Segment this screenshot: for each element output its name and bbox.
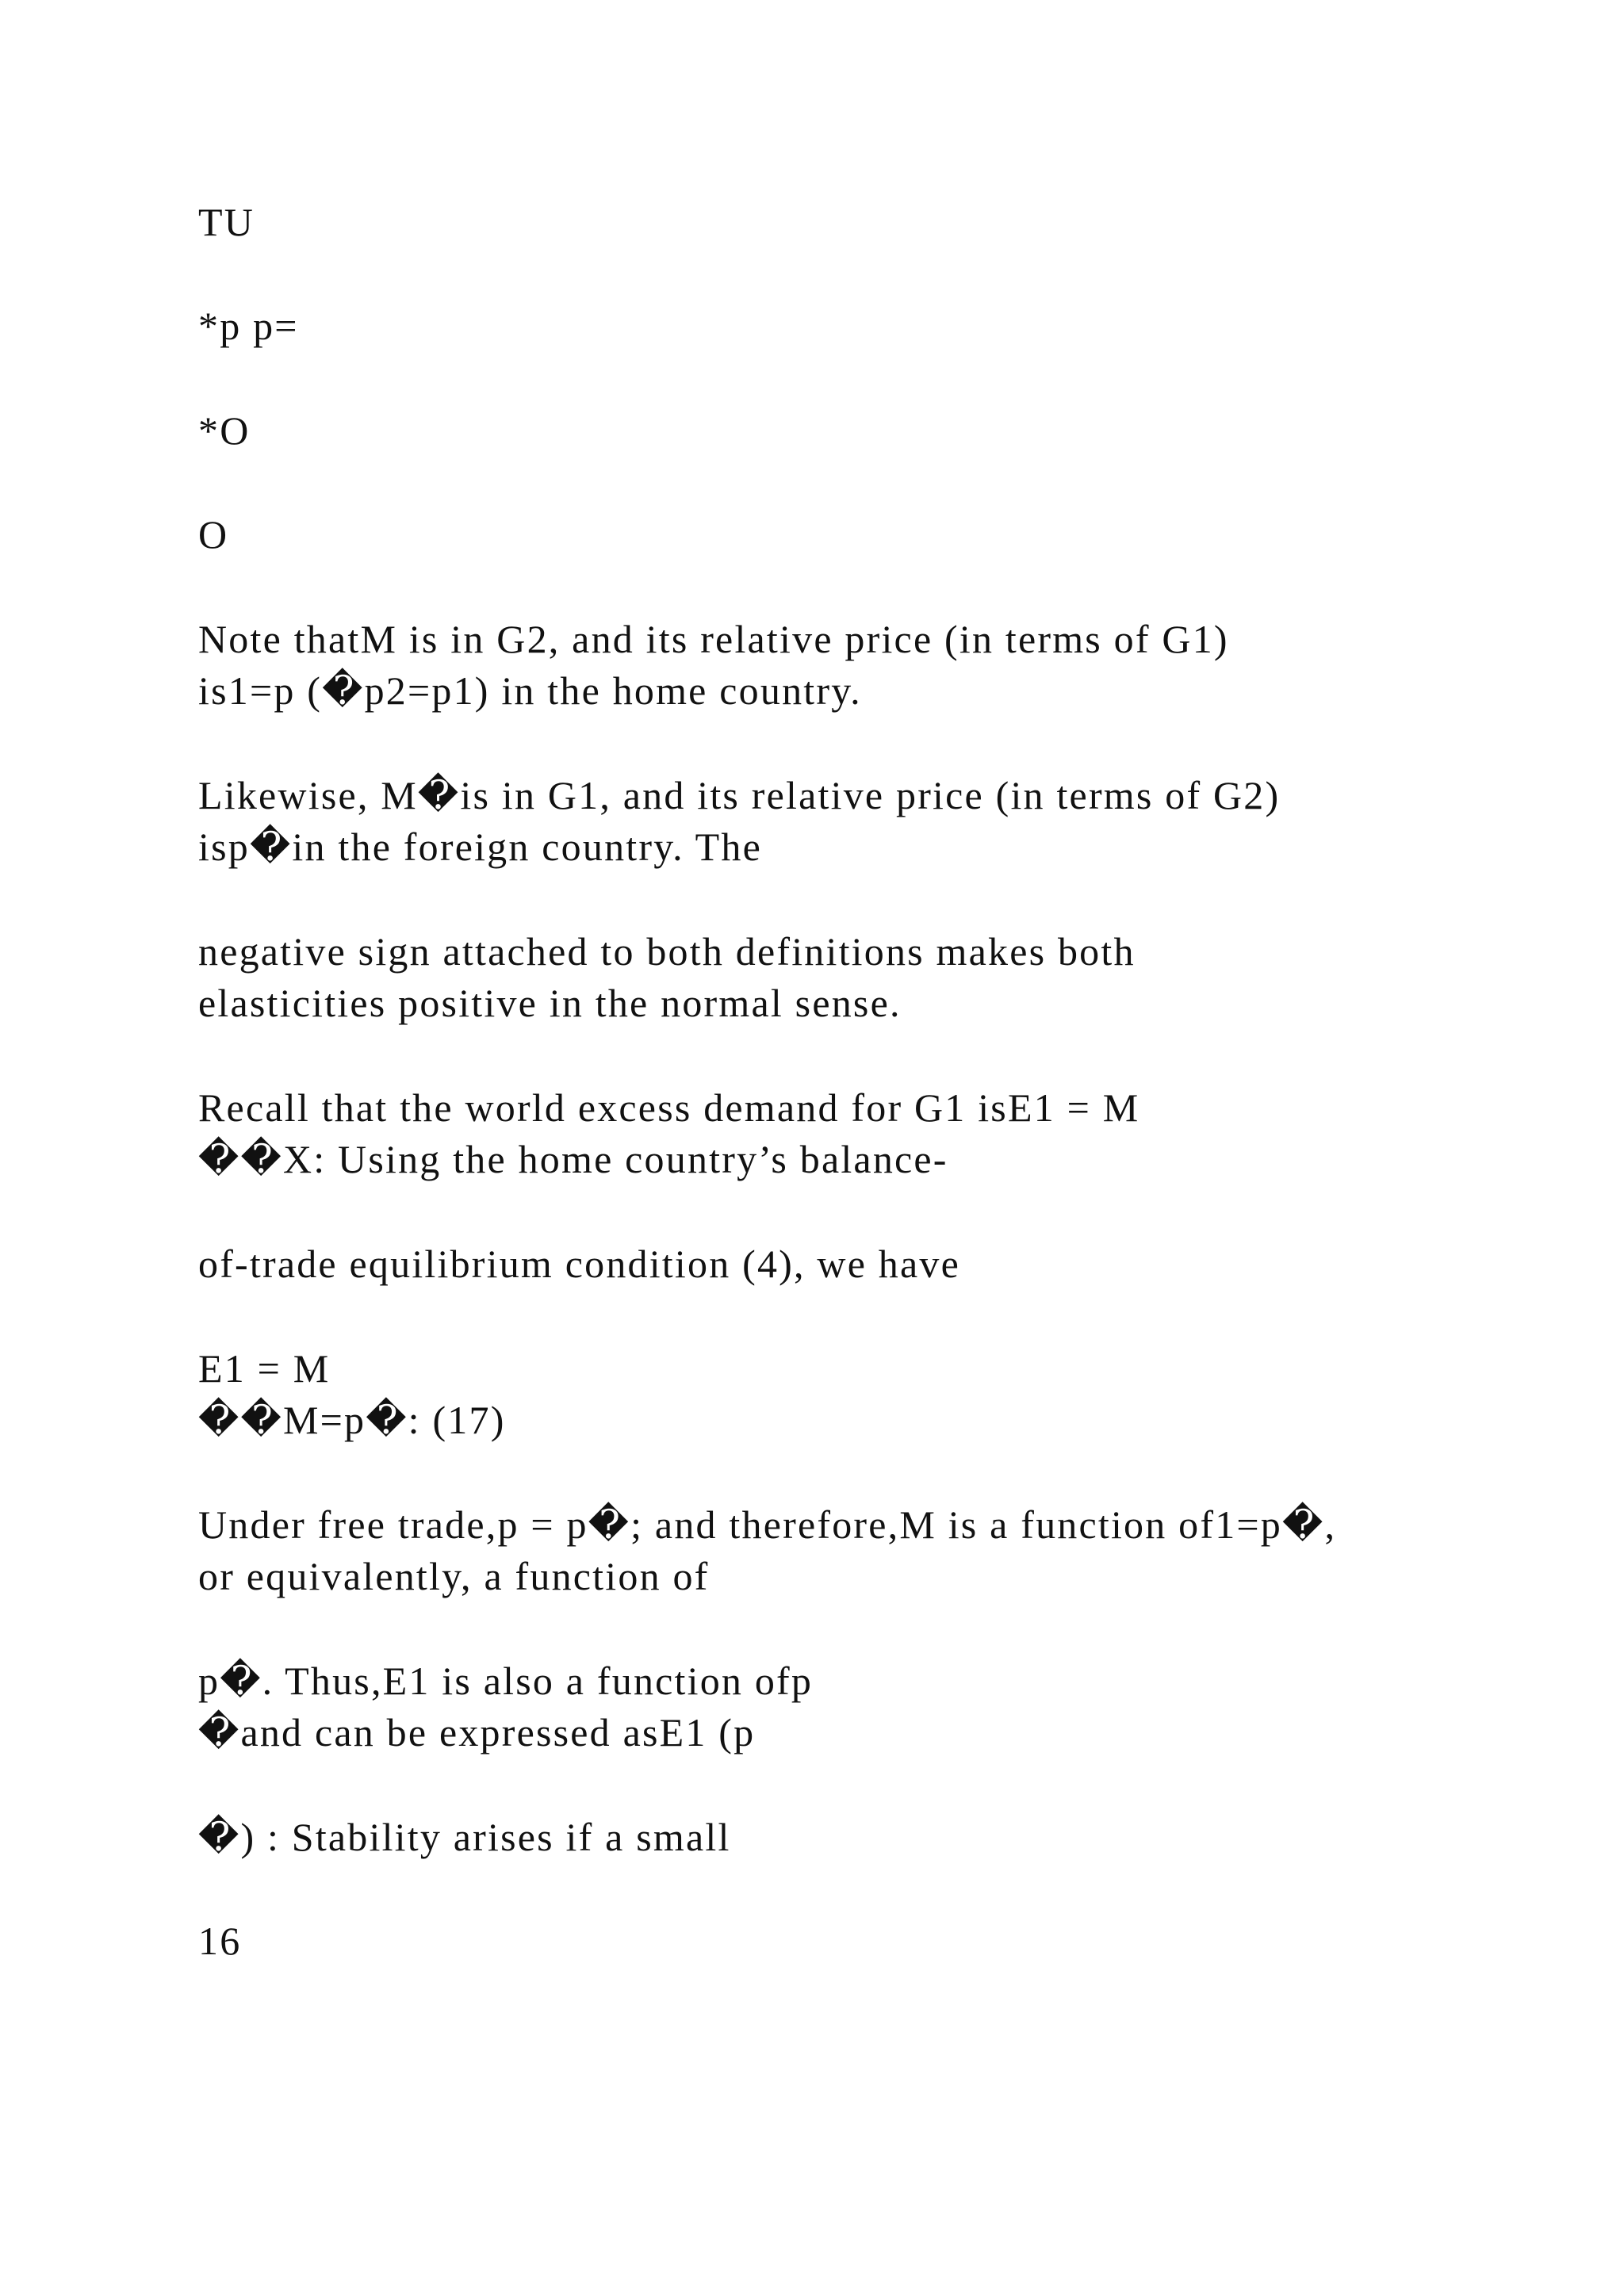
text-line: Note thatM is in G2, and its relative price (in terms of G1) [198,617,1229,661]
text-line: elasticities positive in the normal sense. [198,981,902,1025]
text-line: of-trade equilibrium condition (4), we have [198,1242,960,1286]
text-line: ��X: Using the home country’s balance- [198,1137,948,1181]
text-line: TU [198,200,255,244]
text-line: *p p= [198,304,299,348]
text-line: Under free trade,p = p�; and therefore,M is a function of1=p�, [198,1502,1337,1547]
text-line: *O [198,408,251,453]
text-line: is1=p (�p2=p1) in the home country. [198,668,862,713]
text-line: Likewise, M�is in G1, and its relative price (in terms of G2) [198,773,1281,817]
text-line: �and can be expressed asE1 (p [198,1710,756,1755]
page-number: 16 [198,1919,242,1963]
text-line: ��M=p�: (17) [198,1398,506,1442]
text-line: or equivalently, a function of [198,1554,710,1598]
text-line: E1 = M [198,1346,331,1391]
text-line: O [198,512,229,557]
text-line: negative sign attached to both definitions makes both [198,929,1136,974]
text-line: p�. Thus,E1 is also a function ofp [198,1659,814,1703]
text-line: Recall that the world excess demand for G1 isE1 = M [198,1085,1140,1130]
text-line: isp�in the foreign country. The [198,825,762,869]
text-line: �) : Stability arises if a small [198,1815,731,1859]
